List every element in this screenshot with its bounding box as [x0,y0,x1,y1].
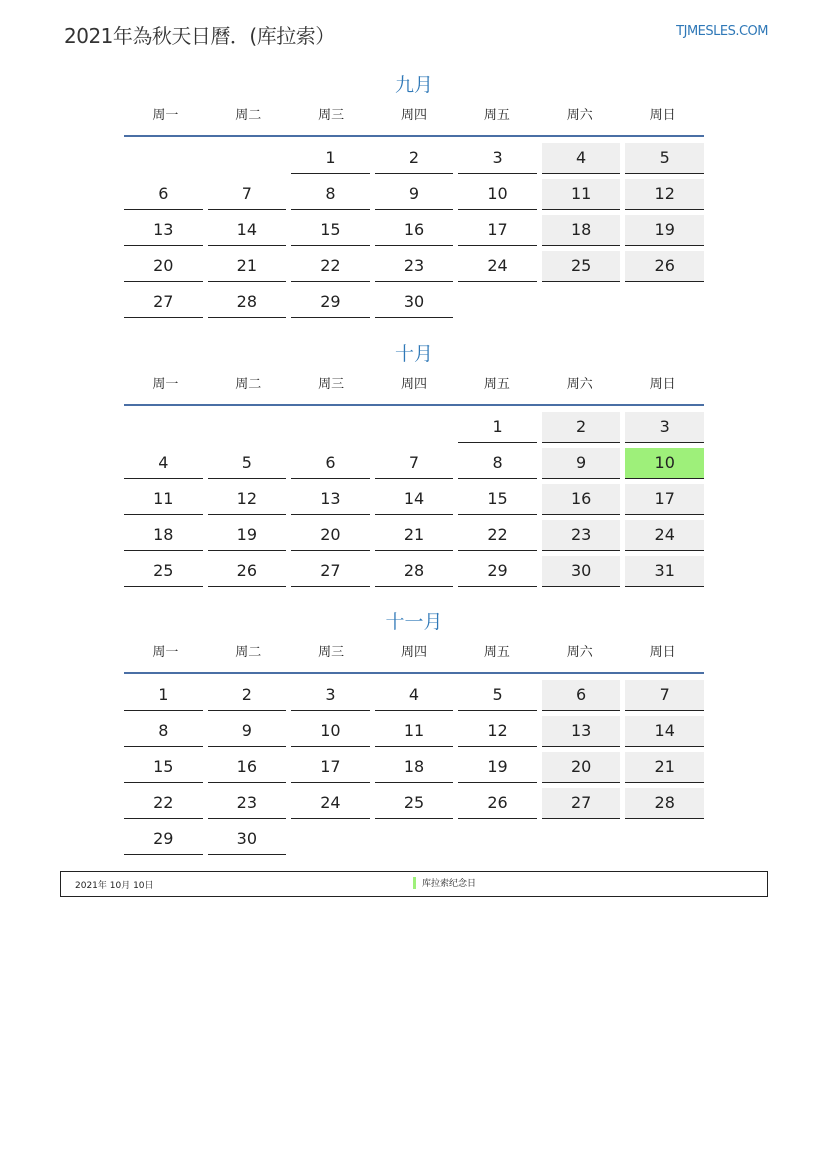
month-calendar [124,339,704,587]
month-title: 九月 [394,74,433,96]
weekday-label: 周二 [235,108,262,123]
weekday-label: 周二 [235,645,262,660]
weekday-label: 周五 [483,377,510,392]
day-cell: 25 [542,251,621,282]
weekday-label: 周四 [401,108,428,123]
month-title: 十一月 [385,611,443,633]
day-cell: 28 [625,788,704,819]
day-cell: 30 [375,287,454,318]
day-cell: 3 [458,143,537,174]
day-cell: 8 [291,179,370,210]
day-cell: 5 [625,143,704,174]
day-cell: 21 [625,752,704,783]
day-cell: 4 [375,680,454,711]
day-cell: 2 [208,680,287,711]
day-cell: 1 [458,412,537,443]
day-cell: 10 [458,179,537,210]
day-cell: 27 [124,287,203,318]
holiday-legend [413,876,476,889]
weekday-label: 周日 [649,377,676,392]
day-cell: 14 [625,716,704,747]
day-cell: 13 [542,716,621,747]
day-cell: 5 [208,448,287,479]
day-cell: 17 [625,484,704,515]
weekday-label: 周四 [401,377,428,392]
day-cell: 23 [208,788,287,819]
weekday-label: 周三 [318,108,345,123]
day-cell: 12 [625,179,704,210]
day-cell: 22 [291,251,370,282]
day-cell: 3 [625,412,704,443]
weekday-label: 周日 [649,645,676,660]
day-cell: 24 [458,251,537,282]
holiday-footer [60,871,768,897]
day-cell: 22 [124,788,203,819]
day-grid [124,143,704,318]
day-cell: 28 [208,287,287,318]
day-cell: 2 [542,412,621,443]
day-cell: 11 [124,484,203,515]
day-cell: 12 [208,484,287,515]
day-cell: 25 [124,556,203,587]
day-cell: 8 [124,716,203,747]
day-cell: 30 [208,824,287,855]
day-cell: 15 [291,215,370,246]
day-cell: 24 [291,788,370,819]
day-cell: 20 [542,752,621,783]
day-cell: 11 [542,179,621,210]
empty-cell [124,412,203,442]
day-cell: 4 [542,143,621,174]
day-grid [124,412,704,587]
weekday-label: 周六 [566,645,593,660]
day-cell: 29 [124,824,203,855]
month-calendar [124,70,704,318]
day-cell: 1 [124,680,203,711]
day-cell: 16 [208,752,287,783]
weekday-label: 周三 [318,645,345,660]
day-cell: 23 [375,251,454,282]
empty-cell [124,143,203,173]
day-cell: 28 [375,556,454,587]
weekday-label: 周六 [566,108,593,123]
day-cell: 6 [124,179,203,210]
day-cell: 9 [208,716,287,747]
day-cell: 17 [291,752,370,783]
weekday-label: 周四 [401,645,428,660]
weekday-label: 周一 [152,377,179,392]
day-cell: 22 [458,520,537,551]
day-cell: 23 [542,520,621,551]
day-cell: 25 [375,788,454,819]
weekday-label: 周六 [566,377,593,392]
day-cell: 12 [458,716,537,747]
day-cell: 6 [542,680,621,711]
day-cell: 26 [208,556,287,587]
weekday-label: 周一 [152,108,179,123]
holiday-swatch [413,877,416,889]
day-cell: 20 [291,520,370,551]
day-cell: 13 [291,484,370,515]
day-cell: 6 [291,448,370,479]
empty-cell [208,143,287,173]
day-cell: 21 [208,251,287,282]
day-cell: 26 [458,788,537,819]
day-cell: 15 [458,484,537,515]
day-cell: 31 [625,556,704,587]
day-cell: 21 [375,520,454,551]
day-cell: 19 [625,215,704,246]
day-cell: 19 [208,520,287,551]
day-cell: 14 [208,215,287,246]
day-cell: 17 [458,215,537,246]
day-cell: 18 [124,520,203,551]
day-cell: 1 [291,143,370,174]
day-grid [124,680,704,855]
day-cell: 4 [124,448,203,479]
weekday-header [124,105,704,137]
weekday-label: 周二 [235,377,262,392]
day-cell: 3 [291,680,370,711]
day-cell: 13 [124,215,203,246]
day-cell: 26 [625,251,704,282]
month-title: 十月 [394,343,433,365]
day-cell: 5 [458,680,537,711]
day-cell: 27 [291,556,370,587]
empty-cell [375,412,454,442]
weekday-label: 周一 [152,645,179,660]
site-link[interactable]: TJMESLES.COM [676,24,768,39]
day-cell: 16 [542,484,621,515]
day-cell: 18 [542,215,621,246]
weekday-header [124,374,704,406]
day-cell: 20 [124,251,203,282]
day-cell: 9 [542,448,621,479]
holiday-date: 2021年 10月 10日 [75,881,154,891]
weekday-label: 周三 [318,377,345,392]
day-cell: 10 [291,716,370,747]
day-cell: 14 [375,484,454,515]
weekday-label: 周五 [483,645,510,660]
day-cell: 29 [291,287,370,318]
page-title: 2021年為秋天日曆．(库拉索） [64,24,335,48]
month-calendar [124,607,704,855]
weekday-label: 周五 [483,108,510,123]
day-cell: 7 [625,680,704,711]
day-cell: 9 [375,179,454,210]
weekday-label: 周日 [649,108,676,123]
day-cell: 27 [542,788,621,819]
empty-cell [208,412,287,442]
holiday-name: 库拉索纪念日 [422,879,477,889]
day-cell: 30 [542,556,621,587]
weekday-header [124,642,704,674]
day-cell: 7 [208,179,287,210]
day-cell: 11 [375,716,454,747]
holiday-day-cell: 10 [625,448,704,479]
day-cell: 8 [458,448,537,479]
day-cell: 2 [375,143,454,174]
day-cell: 16 [375,215,454,246]
empty-cell [291,412,370,442]
day-cell: 19 [458,752,537,783]
day-cell: 15 [124,752,203,783]
day-cell: 18 [375,752,454,783]
day-cell: 24 [625,520,704,551]
day-cell: 7 [375,448,454,479]
day-cell: 29 [458,556,537,587]
